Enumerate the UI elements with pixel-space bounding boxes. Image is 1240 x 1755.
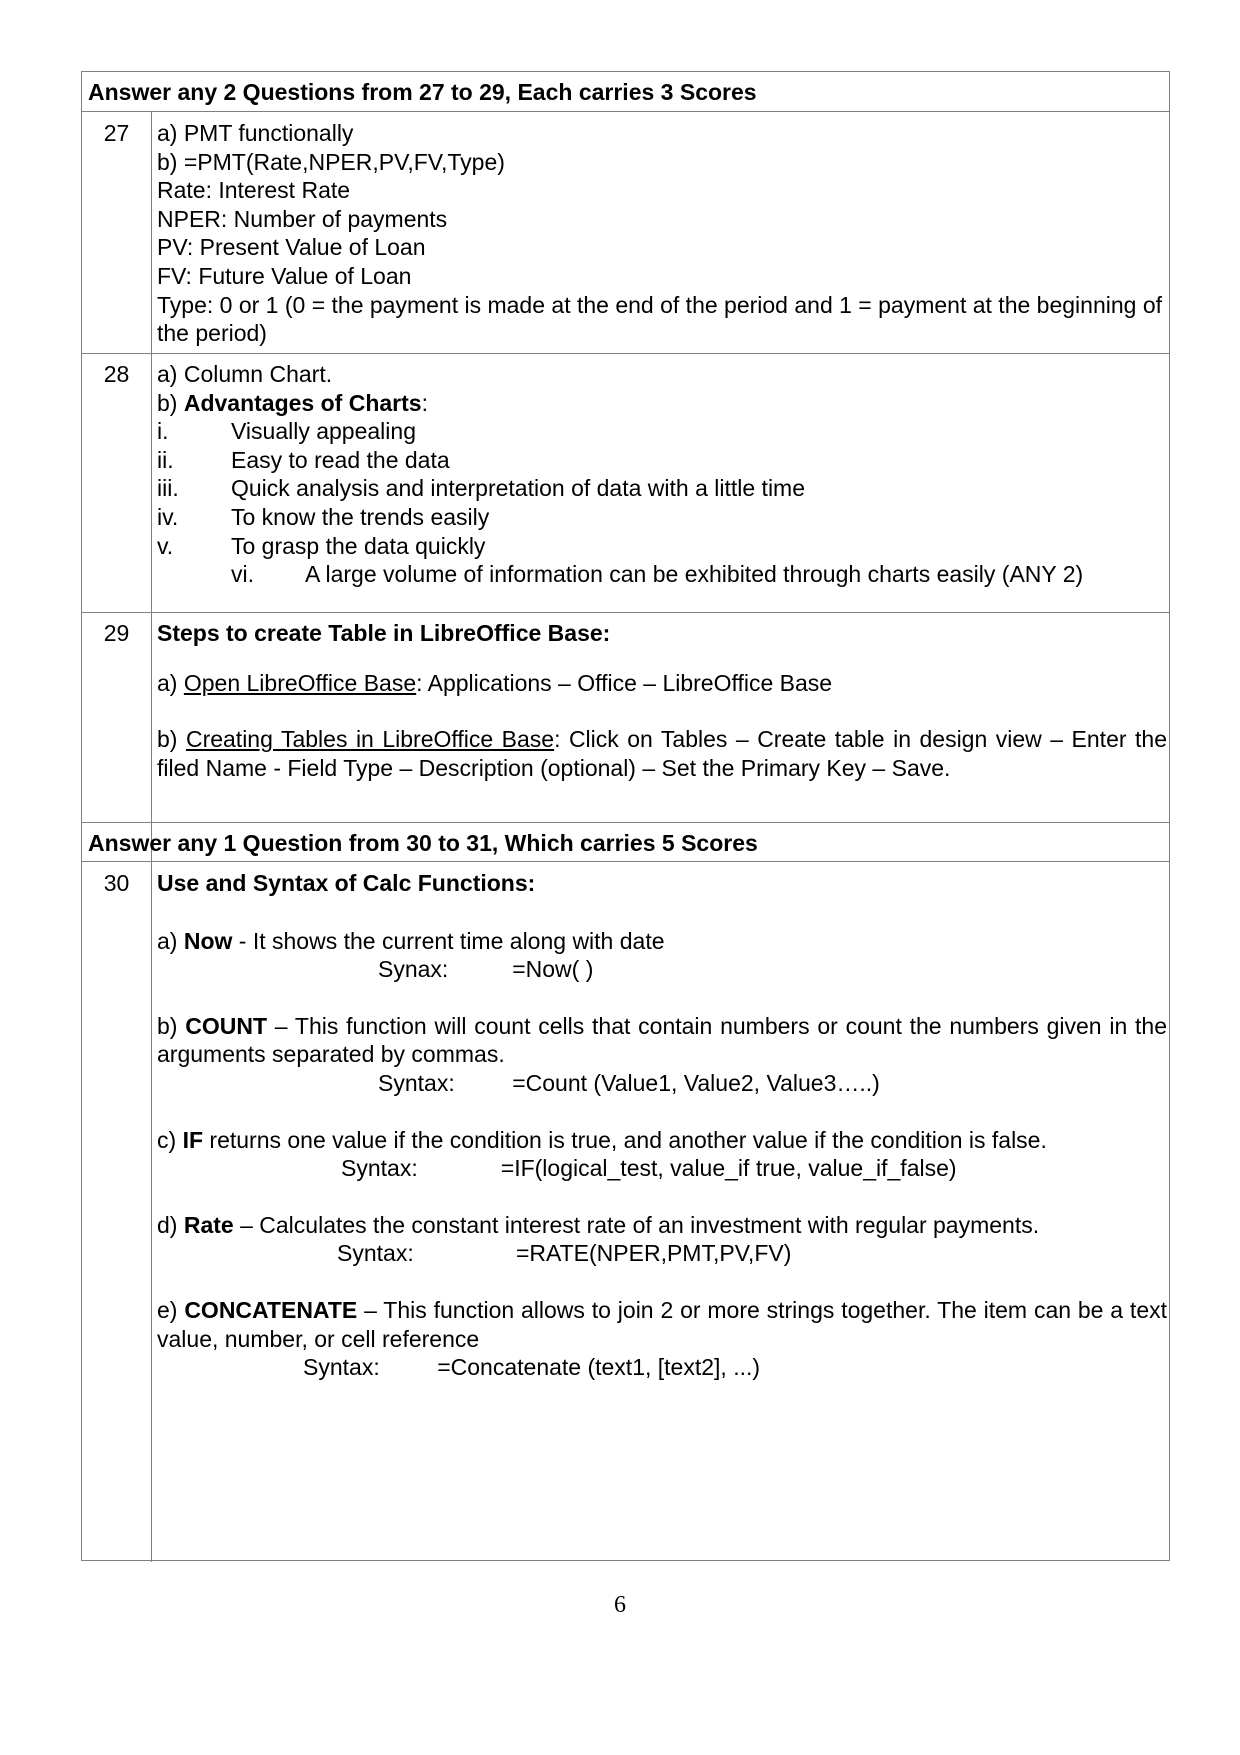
list-number: vi. — [231, 561, 254, 588]
answer-line: Rate: Interest Rate — [157, 177, 351, 204]
answer-line: NPER: Number of payments — [157, 205, 448, 232]
list-item — [157, 532, 1167, 561]
list-text: Easy to read the data — [231, 446, 450, 473]
function-syntax: Syntax: =Count (Value1, Value2, Value3…..) — [378, 1069, 880, 1096]
function-description: – Calculates the constant interest rate of an investment with regular payments. — [233, 1211, 1040, 1238]
row-divider — [82, 612, 1169, 613]
function-description: – This function allows to join 2 or more strings together. The item can be a text value, number, or cell reference — [157, 1296, 1168, 1352]
function-name: Rate — [183, 1211, 234, 1238]
step-prefix: b) — [157, 726, 186, 753]
step-prefix: a) — [157, 669, 184, 696]
column-divider — [151, 112, 152, 862]
answer-30 — [157, 869, 1167, 1382]
answer-line: Type: 0 or 1 (0 = the payment is made at the end of the period and 1 = payment at the beginning of the period) — [157, 291, 1163, 347]
list-item — [157, 560, 1167, 589]
list-item — [157, 503, 1167, 532]
step-b-heading: Creating Tables in LibreOffice Base — [185, 726, 555, 753]
function-description: returns one value if the condition is true, and another value if the condition is false. — [203, 1126, 1047, 1153]
function-name: CONCATENATE — [184, 1296, 358, 1323]
answer-27 — [157, 119, 1167, 348]
answer-28 — [157, 360, 1167, 589]
function-syntax: Synax: =Now( ) — [378, 956, 594, 983]
item-prefix: d) — [157, 1211, 184, 1238]
answer-29 — [157, 619, 1167, 782]
answer-line: FV: Future Value of Loan — [157, 262, 412, 289]
list-number: i. — [157, 418, 169, 445]
question-number-28: 28 — [103, 361, 130, 387]
function-rate — [157, 1211, 1167, 1240]
list-number: ii. — [157, 446, 174, 473]
answer-part-a: a) Column Chart. — [157, 361, 333, 387]
list-item — [157, 417, 1167, 446]
step-a — [157, 669, 1167, 698]
function-if — [157, 1126, 1167, 1155]
list-item — [157, 474, 1167, 503]
step-b-text: : Click on Tables – Create table in design view – Enter the filed Name - Field Type – Description (optional) – Set the Primary Key – Save. — [157, 726, 1167, 781]
list-text: Visually appealing — [231, 418, 416, 445]
function-name: IF — [182, 1126, 204, 1153]
section-header-27-29: Answer any 2 Questions from 27 to 29, Each carries 3 Scores — [82, 72, 1169, 112]
item-prefix: b) — [157, 1012, 186, 1039]
list-text: A large volume of information can be exhibited through charts easily (ANY 2) — [305, 561, 1084, 588]
function-syntax: Syntax: =IF(logical_test, value_if true, value_if_false) — [341, 1155, 957, 1182]
question-number-29: 29 — [103, 620, 130, 646]
function-name: COUNT — [185, 1012, 268, 1039]
function-name: Now — [183, 927, 233, 954]
item-prefix: a) — [157, 927, 184, 954]
advantages-heading: Advantages of Charts — [183, 389, 422, 416]
question-number-27: 27 — [103, 120, 130, 146]
column-divider — [151, 862, 152, 1562]
list-item — [157, 446, 1167, 475]
answer-title: Use and Syntax of Calc Functions: — [157, 870, 536, 896]
function-syntax: Syntax: =RATE(NPER,PMT,PV,FV) — [337, 1240, 792, 1267]
answer-line: a) PMT functionally — [157, 120, 354, 146]
function-concatenate — [157, 1296, 1167, 1353]
list-text: Quick analysis and interpretation of data with a little time — [231, 475, 806, 502]
function-now — [157, 927, 1167, 956]
question-number-30: 30 — [103, 870, 130, 896]
list-number: iv. — [157, 503, 179, 530]
list-number: v. — [157, 532, 174, 559]
answer-line: b) =PMT(Rate,NPER,PV,FV,Type) — [157, 148, 505, 175]
row-divider — [82, 353, 1169, 354]
list-text: To grasp the data quickly — [231, 532, 486, 559]
part-suffix: : — [421, 389, 428, 416]
answer-part-b — [157, 389, 1167, 418]
function-description: - It shows the current time along with date — [232, 927, 665, 954]
list-text: To know the trends easily — [231, 503, 490, 530]
function-count — [157, 1012, 1167, 1069]
item-prefix: c) — [157, 1126, 183, 1153]
page-number: 6 — [614, 1592, 626, 1618]
function-syntax: Syntax: =Concatenate (text1, [text2], ...) — [303, 1354, 761, 1381]
answer-line: PV: Present Value of Loan — [157, 234, 426, 261]
function-description: – This function will count cells that contain numbers or count the numbers given in the arguments separated by commas. — [157, 1012, 1168, 1068]
part-prefix: b) — [157, 389, 184, 416]
step-b — [157, 725, 1167, 782]
answer-table — [81, 71, 1170, 1561]
section-header-30-31: Answer any 1 Question from 30 to 31, Which carries 5 Scores — [82, 822, 1169, 862]
answer-title: Steps to create Table in LibreOffice Base: — [157, 620, 611, 646]
item-prefix: e) — [157, 1296, 185, 1323]
list-number: iii. — [157, 475, 179, 502]
step-a-heading: Open LibreOffice Base — [183, 669, 417, 696]
step-a-text: : Applications – Office – LibreOffice Base — [416, 669, 833, 696]
